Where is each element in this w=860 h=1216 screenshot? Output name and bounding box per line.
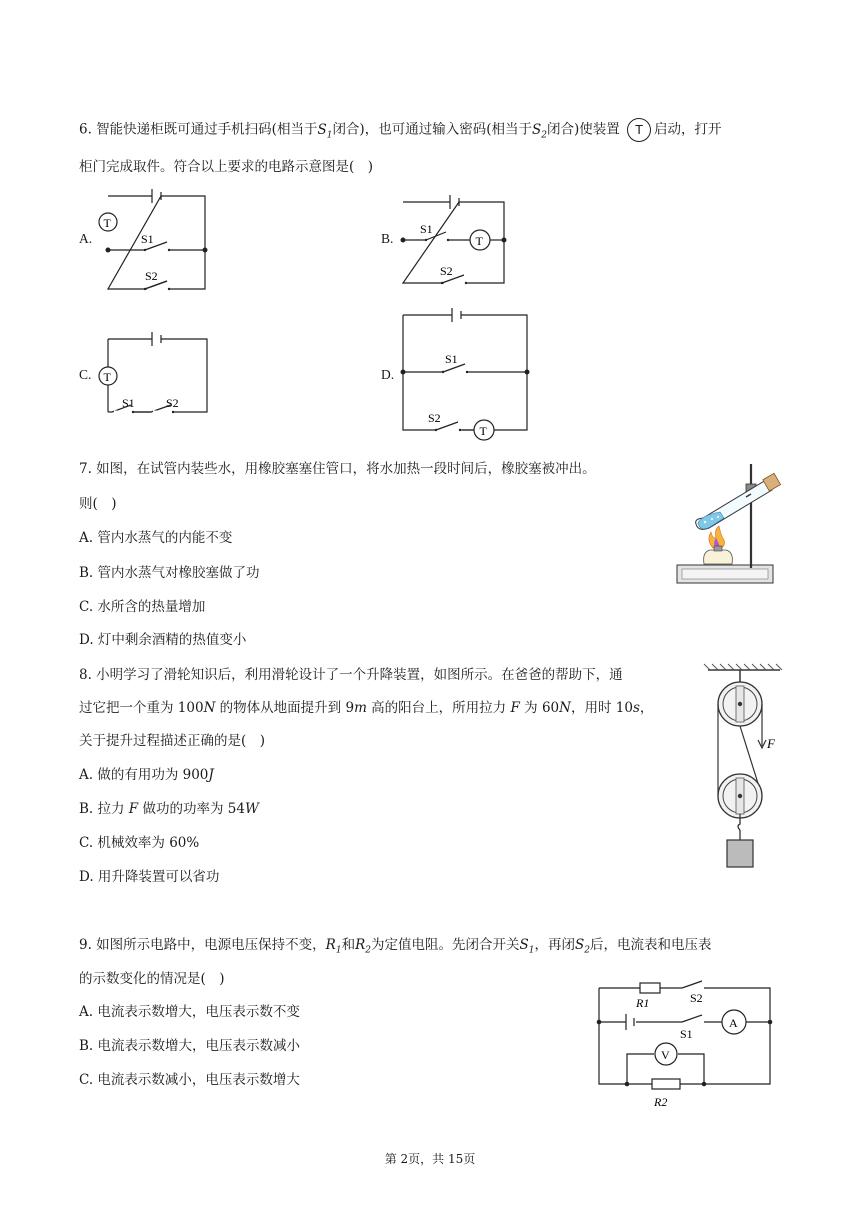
s1-label: S1 (122, 396, 135, 410)
q7-option-c[interactable]: C. 水所含的热量增加 (79, 599, 206, 615)
force-symbol: F (510, 700, 520, 716)
q8-stem-line3: 关于提升过程描述正确的是( ) (79, 733, 266, 749)
s2-label: S2 (428, 411, 441, 425)
t-label: T (475, 234, 483, 248)
force-unit: N (559, 700, 571, 716)
q6-option-a[interactable]: A. (79, 231, 93, 246)
time-unit: s (632, 700, 640, 716)
weight-value: 100 (177, 700, 204, 716)
q6-stem-line1 (79, 118, 722, 145)
s2-label: S2 (166, 396, 179, 410)
q8-option-a[interactable]: A. 做的有用功为 900J (79, 767, 214, 783)
s2-label: S2 (690, 991, 703, 1005)
q8-stem-line1: 8. 小明学习了滑轮知识后，利用滑轮设计了一个升降装置，如图所示。在爸爸的帮助下，通 (79, 667, 623, 683)
device-t-icon: T (627, 118, 651, 142)
voltmeter-label: V (661, 1048, 670, 1062)
q8-stem-line2: 过它把一个重为 100N 的物体从地面提升到 9m 高的阳台上，所用拉力 F 为 60N，用时 10s， (79, 700, 654, 716)
q7-stem-line1: 7. 如图，在试管内装些水，用橡胶塞塞住管口，将水加热一段时间后，橡胶塞被冲出。 (79, 461, 596, 477)
ammeter-label: A (729, 1016, 738, 1030)
s1-label: S1 (420, 222, 433, 236)
test-tube-heating-illustration (674, 460, 784, 588)
q7-option-b[interactable]: B. 管内水蒸气对橡胶塞做了功 (79, 565, 260, 581)
q8-option-d[interactable]: D. 用升降装置可以省功 (79, 869, 220, 885)
q7-option-a[interactable]: A. 管内水蒸气的内能不变 (79, 530, 233, 546)
q9-stem-line2: 的示数变化的情况是( ) (79, 971, 225, 987)
force-value: 60 (541, 700, 560, 716)
q8-option-b[interactable]: B. 拉力 F 做功的功率为 54W (79, 801, 259, 817)
q6-text-a: 6. 智能快递柜既可通过手机扫码(相当于 (79, 121, 318, 138)
circuit-diagram-b (398, 189, 518, 289)
s1-label: S1 (445, 352, 458, 366)
circuit-diagram-q9 (594, 978, 784, 1118)
r1-label: R1 (636, 996, 650, 1010)
circuit-diagram-c (95, 328, 215, 418)
pulley-system-illustration (700, 664, 790, 874)
circuit-diagram-d (398, 310, 538, 445)
q6-option-b[interactable]: B. (381, 231, 394, 246)
t-label: T (479, 424, 487, 438)
q6-text-b: 闭合)，也可通过输入密码(相当于 (332, 121, 532, 138)
t-label: T (103, 370, 111, 384)
q8-option-c[interactable]: C. 机械效率为 60% (79, 835, 200, 851)
t-label: T (103, 216, 111, 230)
r2-label: R2 (654, 1095, 668, 1109)
q6-text-d: 启动，打开 (654, 121, 722, 138)
circuit-diagram-a (95, 185, 215, 295)
page-footer: 第 2页，共 15页 (384, 1152, 476, 1166)
q7-option-d[interactable]: D. 灯中剩余酒精的热值变小 (79, 632, 247, 648)
q6-text-c: 闭合)使装置 (546, 121, 620, 138)
q9-option-b[interactable]: B. 电流表示数增大，电压表示数减小 (79, 1038, 301, 1054)
q6-option-d[interactable]: D. (381, 367, 395, 382)
s1-label: S1 (141, 232, 154, 246)
q9-option-a[interactable]: A. 电流表示数增大，电压表示数不变 (79, 1004, 300, 1020)
q6-stem-line2: 柜门完成取件。符合以上要求的电路示意图是( ) (79, 159, 374, 175)
s2-label: S2 (145, 269, 158, 283)
q9-option-c[interactable]: C. 电流表示数减小，电压表示数增大 (79, 1072, 300, 1088)
q6-s1: $S_1$ (317, 121, 333, 141)
force-arrow-label: F (767, 736, 775, 751)
height-value: 9 (345, 700, 355, 716)
q7-stem-line2: 则( ) (79, 496, 117, 512)
time-value: 10 (615, 700, 633, 716)
weight-unit: N (203, 700, 216, 716)
q6-s2: $S_2$ (531, 121, 547, 141)
q6-option-c[interactable]: C. (79, 367, 92, 382)
s1-label: S1 (680, 1027, 693, 1041)
s2-label: S2 (440, 264, 453, 278)
height-unit: m (354, 700, 367, 716)
q9-stem-line1: 9. 如图所示电路中，电源电压保持不变，$R_1$和$R_2$为定值电阻。先闭合开关$S_1$，再闭$S_2$后，电流表和电压表 (79, 937, 712, 956)
